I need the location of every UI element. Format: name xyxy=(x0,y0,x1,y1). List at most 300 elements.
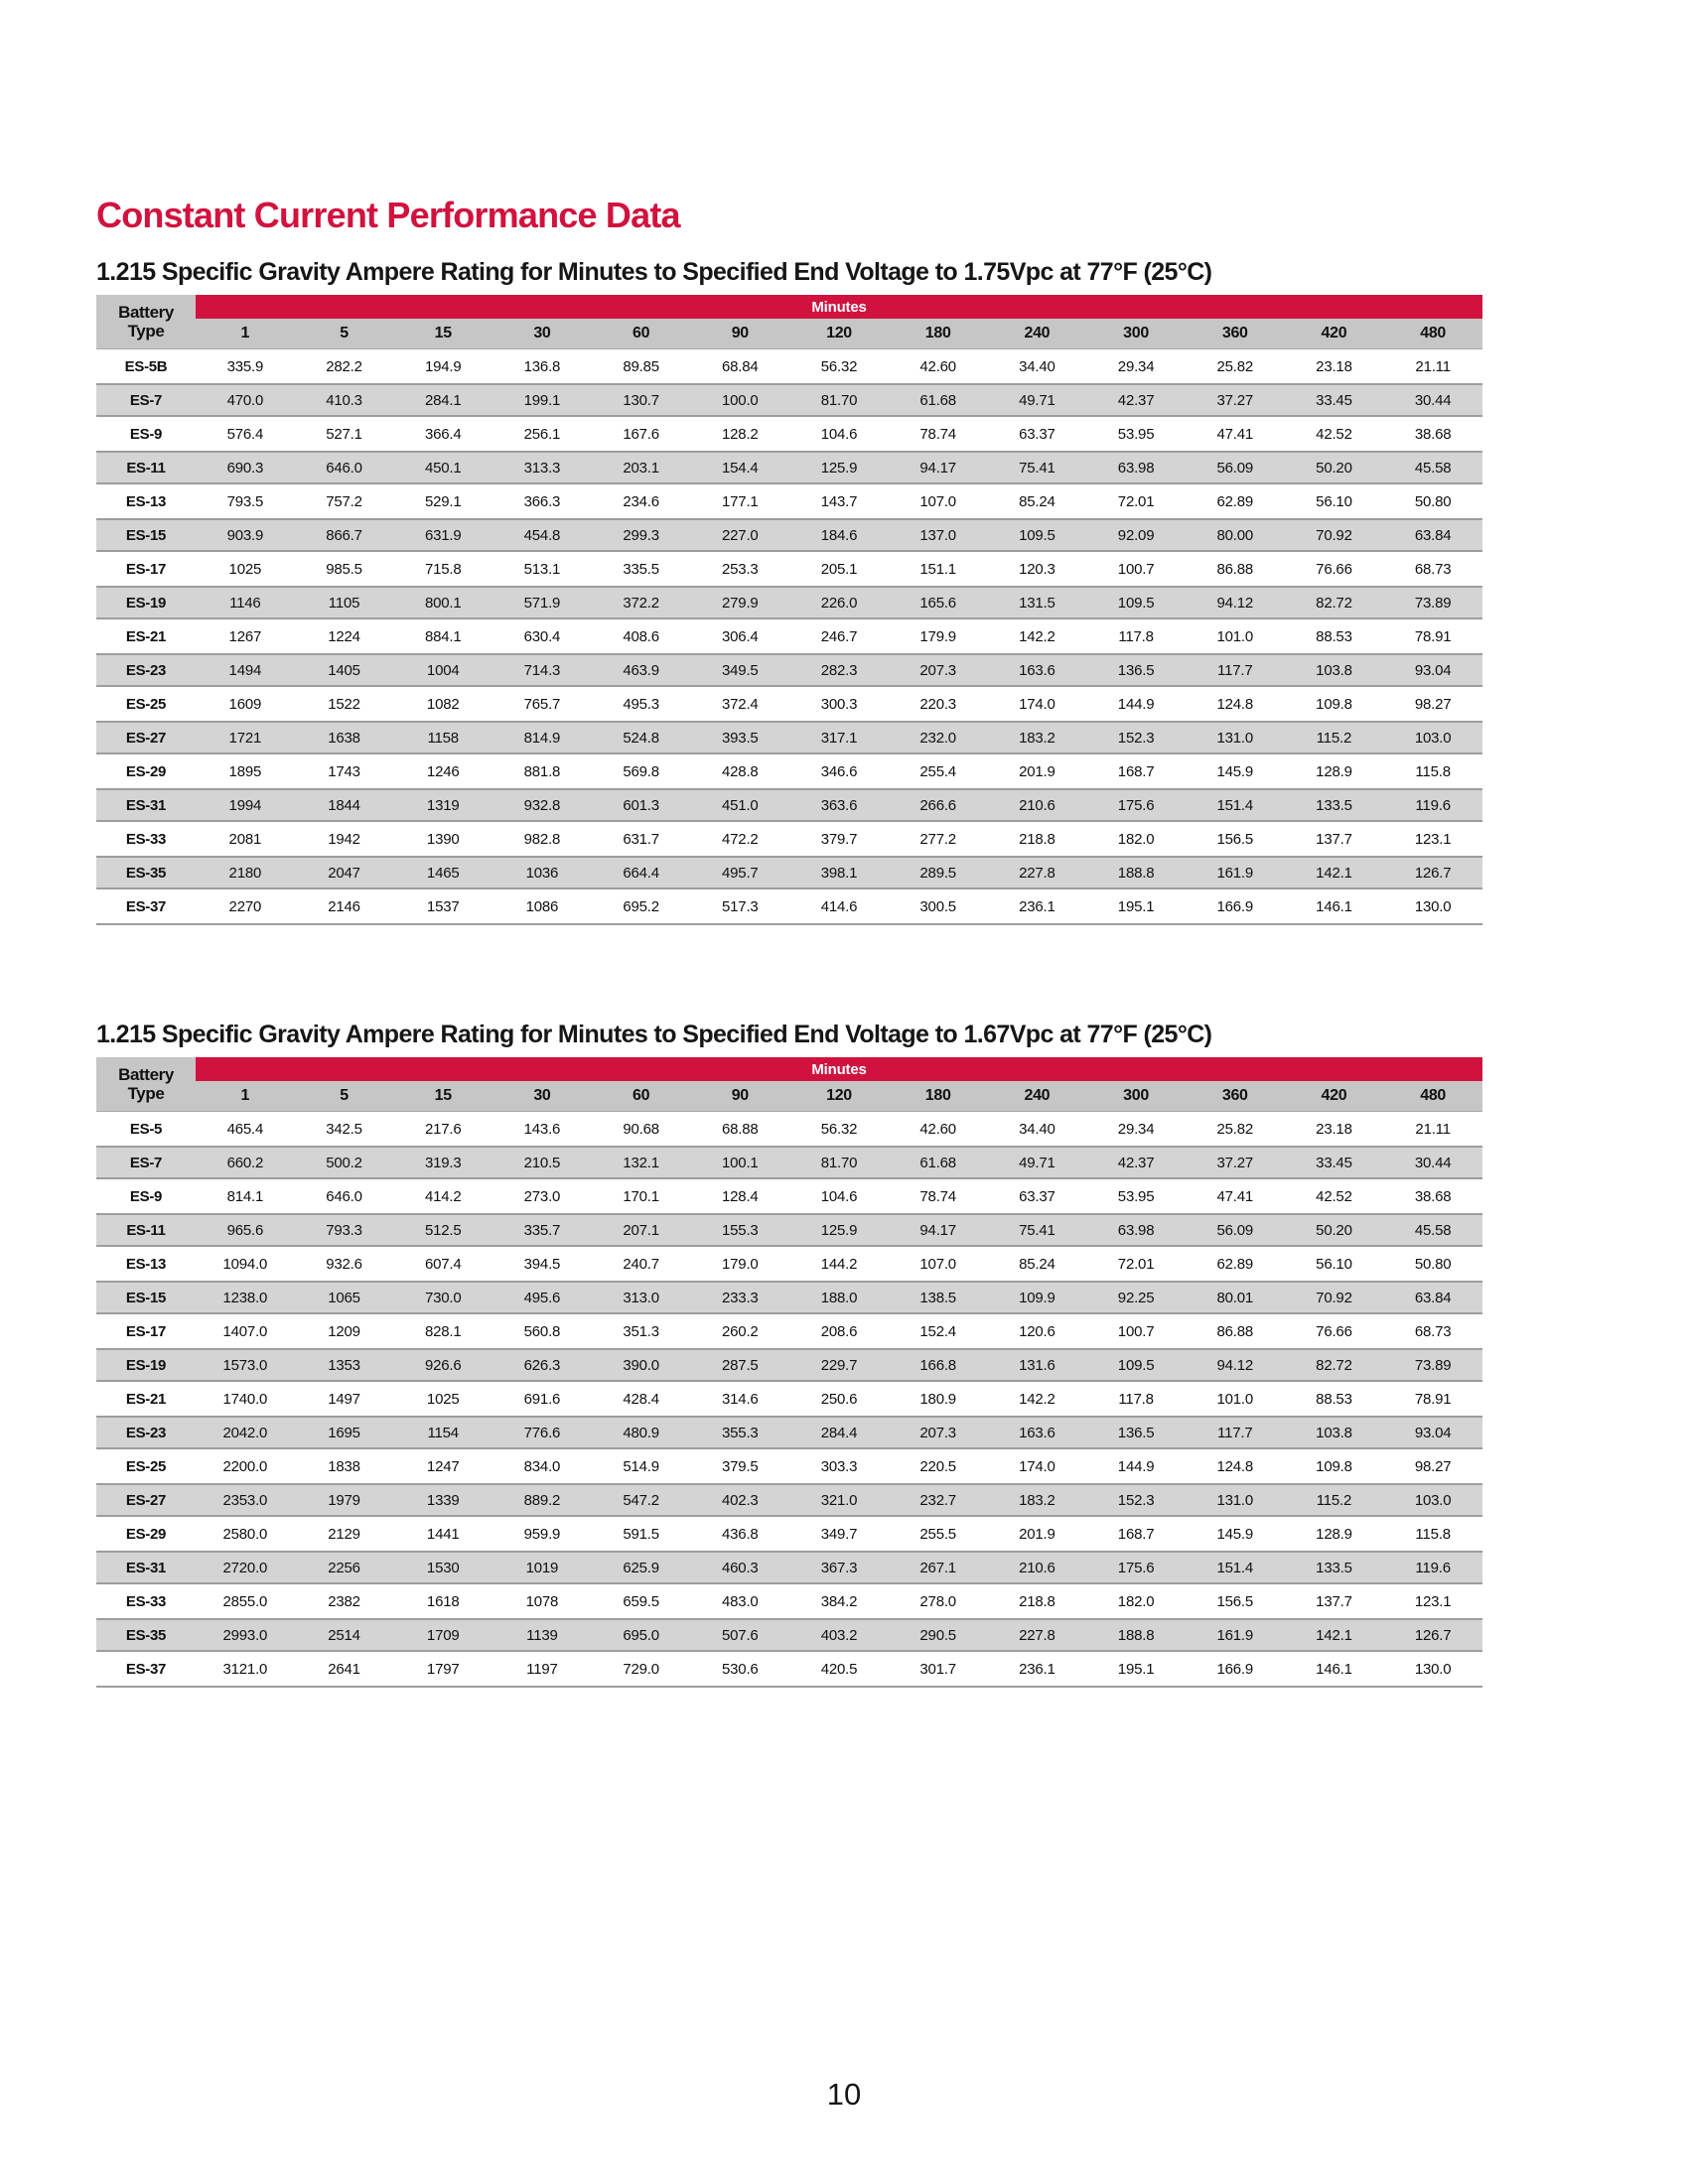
data-cell: 107.0 xyxy=(919,492,956,510)
data-cell: 1105 xyxy=(328,594,360,612)
data-cell: 146.1 xyxy=(1316,1660,1352,1678)
data-cell: 62.89 xyxy=(1216,1255,1254,1273)
row-label: ES-27 xyxy=(125,1491,167,1509)
data-cell: 303.3 xyxy=(820,1457,858,1475)
data-cell: 53.95 xyxy=(1117,1187,1155,1205)
data-cell: 436.8 xyxy=(722,1525,759,1543)
data-cell: 342.5 xyxy=(326,1120,362,1138)
table-row xyxy=(96,1449,1482,1483)
data-cell: 2641 xyxy=(328,1660,360,1678)
data-cell: 529.1 xyxy=(424,492,462,510)
data-cell: 2514 xyxy=(328,1626,360,1644)
data-cell: 393.5 xyxy=(722,729,759,747)
data-cell: 63.37 xyxy=(1019,1187,1055,1205)
data-cell: 1695 xyxy=(328,1424,360,1441)
data-cell: 45.58 xyxy=(1414,459,1452,477)
data-cell: 45.58 xyxy=(1414,1221,1452,1239)
data-cell: 730.0 xyxy=(424,1289,462,1306)
data-cell: 282.2 xyxy=(326,357,362,375)
data-cell: 451.0 xyxy=(722,796,759,814)
data-cell: 227.8 xyxy=(1019,1626,1055,1644)
data-cell: 161.9 xyxy=(1216,1626,1254,1644)
battery-header-line1: Battery xyxy=(118,303,174,322)
row-label: ES-9 xyxy=(129,425,163,443)
table-row xyxy=(96,1618,1482,1652)
table-row xyxy=(96,349,1482,383)
data-cell: 131.5 xyxy=(1019,594,1055,612)
data-cell: 1441 xyxy=(426,1525,460,1543)
data-cell: 89.85 xyxy=(623,357,659,375)
row-label: ES-35 xyxy=(125,864,167,882)
data-cell: 195.1 xyxy=(1117,1660,1155,1678)
data-cell: 130.0 xyxy=(1414,897,1452,915)
data-cell: 1094.0 xyxy=(222,1255,268,1273)
data-cell: 267.1 xyxy=(919,1559,956,1576)
data-cell: 470.0 xyxy=(226,391,264,409)
data-cell: 101.0 xyxy=(1216,627,1254,645)
data-cell: 1638 xyxy=(328,729,360,747)
data-cell: 146.1 xyxy=(1316,897,1352,915)
row-label: ES-23 xyxy=(125,661,167,679)
col-header: 240 xyxy=(1024,1087,1051,1104)
data-cell: 463.9 xyxy=(623,661,659,679)
data-cell: 1339 xyxy=(426,1491,460,1509)
row-label: ES-11 xyxy=(126,459,166,477)
table-row xyxy=(96,417,1482,451)
col-header: 300 xyxy=(1123,1087,1149,1104)
col-header: 360 xyxy=(1221,1087,1248,1104)
data-cell: 232.7 xyxy=(919,1491,956,1509)
row-label: ES-21 xyxy=(125,1390,167,1408)
row-label: ES-31 xyxy=(125,796,167,814)
data-cell: 143.7 xyxy=(820,492,858,510)
data-cell: 2256 xyxy=(328,1559,360,1576)
data-cell: 119.6 xyxy=(1415,1559,1451,1576)
battery-header-line2: Type xyxy=(127,1084,165,1103)
col-header: 480 xyxy=(1420,325,1447,341)
data-cell: 379.7 xyxy=(820,830,858,848)
data-cell: 695.0 xyxy=(623,1626,659,1644)
data-cell: 1019 xyxy=(525,1559,559,1576)
data-cell: 182.0 xyxy=(1117,830,1155,848)
data-cell: 82.72 xyxy=(1316,1356,1352,1374)
data-cell: 93.04 xyxy=(1414,661,1452,679)
minutes-header-area xyxy=(196,295,1482,348)
data-cell: 183.2 xyxy=(1019,1491,1055,1509)
row-label: ES-17 xyxy=(125,560,167,578)
table-row xyxy=(96,1382,1482,1416)
data-cell: 100.0 xyxy=(722,391,759,409)
data-cell: 144.2 xyxy=(820,1255,858,1273)
data-cell: 56.32 xyxy=(820,357,858,375)
row-label: ES-37 xyxy=(125,897,167,915)
table-row xyxy=(96,889,1482,923)
col-header: 120 xyxy=(826,325,852,341)
col-header: 1 xyxy=(240,325,250,341)
data-cell: 800.1 xyxy=(424,594,462,612)
data-cell: 142.1 xyxy=(1316,1626,1352,1644)
data-cell: 47.41 xyxy=(1216,425,1254,443)
data-cell: 321.0 xyxy=(820,1491,858,1509)
data-cell: 70.92 xyxy=(1316,1289,1352,1306)
data-cell: 104.6 xyxy=(820,1187,858,1205)
data-cell: 56.10 xyxy=(1316,492,1352,510)
data-cell: 86.88 xyxy=(1216,1322,1254,1340)
data-cell: 34.40 xyxy=(1019,357,1055,375)
data-cell: 814.1 xyxy=(226,1187,264,1205)
data-cell: 349.5 xyxy=(722,661,759,679)
data-cell: 507.6 xyxy=(722,1626,759,1644)
data-cell: 2129 xyxy=(328,1525,360,1543)
data-cell: 313.3 xyxy=(523,459,561,477)
data-cell: 120.6 xyxy=(1019,1322,1055,1340)
col-header: 360 xyxy=(1221,325,1248,341)
data-cell: 314.6 xyxy=(722,1390,759,1408)
data-cell: 34.40 xyxy=(1019,1120,1055,1138)
data-cell: 793.5 xyxy=(226,492,264,510)
data-cell: 104.6 xyxy=(820,425,858,443)
data-cell: 691.6 xyxy=(523,1390,561,1408)
table-row xyxy=(96,1314,1482,1348)
data-cell: 530.6 xyxy=(722,1660,759,1678)
table-header xyxy=(96,1057,1482,1112)
data-cell: 29.34 xyxy=(1117,1120,1155,1138)
data-cell: 630.4 xyxy=(523,627,561,645)
data-cell: 1844 xyxy=(328,796,360,814)
table-row xyxy=(96,1146,1482,1179)
battery-header-line2: Type xyxy=(127,322,165,341)
data-cell: 103.0 xyxy=(1414,729,1452,747)
table-row xyxy=(96,1179,1482,1213)
data-cell: 394.5 xyxy=(523,1255,561,1273)
data-cell: 63.37 xyxy=(1019,425,1055,443)
data-cell: 765.7 xyxy=(523,695,561,713)
data-cell: 81.70 xyxy=(820,391,858,409)
data-cell: 75.41 xyxy=(1019,1221,1055,1239)
data-cell: 42.52 xyxy=(1316,425,1352,443)
data-cell: 500.2 xyxy=(326,1154,362,1171)
data-cell: 355.3 xyxy=(722,1424,759,1441)
data-cell: 460.3 xyxy=(722,1559,759,1576)
data-cell: 37.27 xyxy=(1216,1154,1254,1171)
data-cell: 1086 xyxy=(525,897,559,915)
data-cell: 631.7 xyxy=(623,830,659,848)
row-label: ES-13 xyxy=(125,492,167,510)
table-row xyxy=(96,552,1482,586)
table-row xyxy=(96,1483,1482,1517)
data-cell: 115.8 xyxy=(1415,762,1451,780)
data-cell: 2042.0 xyxy=(222,1424,268,1441)
data-cell: 659.5 xyxy=(623,1592,659,1610)
data-cell: 50.80 xyxy=(1414,492,1452,510)
data-cell: 208.6 xyxy=(820,1322,858,1340)
row-label: ES-9 xyxy=(129,1187,163,1205)
data-cell: 85.24 xyxy=(1019,1255,1055,1273)
data-cell: 167.6 xyxy=(623,425,659,443)
col-header: 60 xyxy=(633,325,650,341)
data-cell: 884.1 xyxy=(424,627,462,645)
minutes-header-area xyxy=(196,1057,1482,1111)
data-cell: 932.8 xyxy=(523,796,561,814)
data-cell: 50.80 xyxy=(1414,1255,1452,1273)
data-cell: 23.18 xyxy=(1316,1120,1352,1138)
data-cell: 346.6 xyxy=(820,762,858,780)
data-cell: 180.9 xyxy=(919,1390,956,1408)
row-label: ES-5 xyxy=(129,1120,163,1138)
data-cell: 287.5 xyxy=(722,1356,759,1374)
table-section-175vpc xyxy=(96,258,1484,925)
data-cell: 414.6 xyxy=(820,897,858,915)
data-cell: 100.7 xyxy=(1117,1322,1155,1340)
data-cell: 472.2 xyxy=(722,830,759,848)
data-cell: 313.0 xyxy=(623,1289,659,1306)
data-cell: 88.53 xyxy=(1316,627,1352,645)
data-cell: 300.3 xyxy=(820,695,858,713)
col-header: 1 xyxy=(240,1087,250,1104)
data-cell: 94.12 xyxy=(1216,594,1254,612)
data-cell: 130.0 xyxy=(1414,1660,1452,1678)
data-cell: 25.82 xyxy=(1216,1120,1254,1138)
data-cell: 73.89 xyxy=(1414,1356,1452,1374)
col-header: 180 xyxy=(924,1087,951,1104)
data-cell: 428.8 xyxy=(722,762,759,780)
table-row xyxy=(96,687,1482,721)
col-header: 5 xyxy=(340,1087,349,1104)
data-cell: 1740.0 xyxy=(222,1390,268,1408)
data-cell: 2353.0 xyxy=(222,1491,268,1509)
data-cell: 1197 xyxy=(526,1660,558,1678)
col-header: 5 xyxy=(340,325,349,341)
row-label: ES-5B xyxy=(124,357,168,375)
data-cell: 205.1 xyxy=(820,560,858,578)
data-cell: 236.1 xyxy=(1019,897,1055,915)
data-cell: 889.2 xyxy=(523,1491,561,1509)
data-cell: 42.37 xyxy=(1117,391,1155,409)
data-cell: 1082 xyxy=(426,695,460,713)
data-cell: 1942 xyxy=(328,830,360,848)
table-row xyxy=(96,653,1482,687)
data-cell: 428.4 xyxy=(623,1390,659,1408)
data-cell: 145.9 xyxy=(1216,1525,1254,1543)
table-row xyxy=(96,1112,1482,1146)
data-cell: 1139 xyxy=(526,1626,558,1644)
data-cell: 1224 xyxy=(328,627,360,645)
table-row xyxy=(96,721,1482,754)
data-cell: 1390 xyxy=(426,830,460,848)
col-header: 420 xyxy=(1321,325,1347,341)
data-cell: 729.0 xyxy=(623,1660,659,1678)
performance-table xyxy=(96,1057,1482,1688)
data-cell: 260.2 xyxy=(722,1322,759,1340)
data-cell: 29.34 xyxy=(1117,357,1155,375)
data-cell: 279.9 xyxy=(722,594,759,612)
data-cell: 210.6 xyxy=(1019,1559,1055,1576)
data-cell: 1895 xyxy=(228,762,262,780)
data-cell: 1522 xyxy=(328,695,360,713)
data-cell: 220.3 xyxy=(919,695,956,713)
data-cell: 379.5 xyxy=(722,1457,759,1475)
data-cell: 81.70 xyxy=(820,1154,858,1171)
data-cell: 133.5 xyxy=(1316,1559,1352,1576)
data-cell: 1743 xyxy=(328,762,360,780)
data-cell: 156.5 xyxy=(1216,830,1254,848)
data-cell: 207.3 xyxy=(919,1424,956,1441)
data-cell: 144.9 xyxy=(1117,1457,1155,1475)
data-cell: 90.68 xyxy=(623,1120,659,1138)
data-cell: 120.3 xyxy=(1019,560,1055,578)
data-cell: 2993.0 xyxy=(222,1626,268,1644)
data-cell: 75.41 xyxy=(1019,459,1055,477)
data-cell: 1797 xyxy=(426,1660,460,1678)
data-cell: 126.7 xyxy=(1414,1626,1452,1644)
data-cell: 714.3 xyxy=(523,661,561,679)
data-cell: 757.2 xyxy=(326,492,362,510)
table-header xyxy=(96,295,1482,349)
table-row xyxy=(96,586,1482,619)
data-cell: 233.3 xyxy=(722,1289,759,1306)
data-cell: 866.7 xyxy=(326,526,362,544)
data-cell: 465.4 xyxy=(226,1120,264,1138)
col-header: 60 xyxy=(633,1087,650,1104)
data-cell: 626.3 xyxy=(523,1356,561,1374)
data-cell: 256.1 xyxy=(523,425,561,443)
data-cell: 828.1 xyxy=(424,1322,462,1340)
data-cell: 1267 xyxy=(228,627,262,645)
data-cell: 631.9 xyxy=(424,526,462,544)
table-row xyxy=(96,619,1482,653)
data-cell: 115.2 xyxy=(1316,729,1352,747)
data-cell: 30.44 xyxy=(1414,391,1452,409)
data-cell: 70.92 xyxy=(1316,526,1352,544)
data-cell: 94.17 xyxy=(919,1221,956,1239)
data-cell: 182.0 xyxy=(1117,1592,1155,1610)
data-cell: 450.1 xyxy=(424,459,462,477)
table-row xyxy=(96,1416,1482,1449)
data-cell: 495.7 xyxy=(722,864,759,882)
data-cell: 2047 xyxy=(328,864,360,882)
data-cell: 250.6 xyxy=(820,1390,858,1408)
data-cell: 1158 xyxy=(427,729,459,747)
row-label: ES-31 xyxy=(125,1559,167,1576)
table-body xyxy=(96,1112,1482,1688)
data-cell: 128.9 xyxy=(1316,762,1352,780)
data-cell: 408.6 xyxy=(623,627,659,645)
data-cell: 207.3 xyxy=(919,661,956,679)
data-cell: 2580.0 xyxy=(222,1525,268,1543)
data-cell: 660.2 xyxy=(226,1154,264,1171)
data-cell: 965.6 xyxy=(226,1221,264,1239)
data-cell: 218.8 xyxy=(1019,830,1055,848)
data-cell: 278.0 xyxy=(919,1592,956,1610)
data-cell: 68.73 xyxy=(1414,1322,1452,1340)
data-cell: 42.60 xyxy=(919,1120,956,1138)
data-cell: 194.9 xyxy=(424,357,462,375)
row-label: ES-19 xyxy=(125,594,167,612)
data-cell: 932.6 xyxy=(326,1255,362,1273)
data-cell: 402.3 xyxy=(722,1491,759,1509)
data-cell: 1530 xyxy=(426,1559,460,1576)
data-cell: 569.8 xyxy=(623,762,659,780)
data-cell: 366.4 xyxy=(424,425,462,443)
data-cell: 199.1 xyxy=(523,391,561,409)
data-cell: 266.6 xyxy=(919,796,956,814)
table-row xyxy=(96,383,1482,417)
data-cell: 646.0 xyxy=(326,1187,362,1205)
data-cell: 982.8 xyxy=(523,830,561,848)
data-cell: 76.66 xyxy=(1316,1322,1352,1340)
data-cell: 109.8 xyxy=(1316,695,1352,713)
data-cell: 21.11 xyxy=(1415,357,1451,375)
data-cell: 125.9 xyxy=(820,459,858,477)
data-cell: 236.1 xyxy=(1019,1660,1055,1678)
data-cell: 61.68 xyxy=(919,1154,956,1171)
data-cell: 255.4 xyxy=(919,762,956,780)
col-header: 15 xyxy=(434,1087,452,1104)
data-cell: 33.45 xyxy=(1316,391,1352,409)
page-title: Constant Current Performance Data xyxy=(96,195,680,235)
data-cell: 123.1 xyxy=(1414,1592,1452,1610)
data-cell: 49.71 xyxy=(1019,391,1055,409)
data-cell: 1036 xyxy=(525,864,559,882)
data-cell: 50.20 xyxy=(1316,459,1352,477)
data-cell: 163.6 xyxy=(1019,1424,1055,1441)
data-cell: 2180 xyxy=(228,864,262,882)
data-cell: 483.0 xyxy=(722,1592,759,1610)
table-row xyxy=(96,788,1482,822)
battery-type-header xyxy=(96,1057,196,1111)
data-cell: 2146 xyxy=(328,897,360,915)
data-cell: 175.6 xyxy=(1117,796,1155,814)
data-cell: 547.2 xyxy=(623,1491,659,1509)
data-cell: 142.2 xyxy=(1019,1390,1055,1408)
data-cell: 119.6 xyxy=(1415,796,1451,814)
data-cell: 72.01 xyxy=(1117,1255,1155,1273)
data-cell: 98.27 xyxy=(1414,695,1452,713)
data-cell: 63.98 xyxy=(1117,1221,1155,1239)
data-cell: 151.4 xyxy=(1216,796,1254,814)
row-label: ES-29 xyxy=(125,762,167,780)
data-cell: 117.8 xyxy=(1118,1390,1154,1408)
data-cell: 282.3 xyxy=(820,661,858,679)
data-cell: 220.5 xyxy=(919,1457,956,1475)
data-cell: 188.0 xyxy=(820,1289,858,1306)
data-cell: 1537 xyxy=(426,897,460,915)
data-cell: 390.0 xyxy=(623,1356,659,1374)
data-cell: 240.7 xyxy=(623,1255,659,1273)
minutes-columns xyxy=(196,1081,1482,1111)
data-cell: 138.5 xyxy=(919,1289,956,1306)
data-cell: 107.0 xyxy=(919,1255,956,1273)
data-cell: 203.1 xyxy=(623,459,659,477)
data-cell: 959.9 xyxy=(523,1525,561,1543)
data-cell: 38.68 xyxy=(1414,1187,1452,1205)
data-cell: 128.2 xyxy=(722,425,759,443)
data-cell: 277.2 xyxy=(919,830,956,848)
page-content xyxy=(96,195,1484,1688)
data-cell: 128.4 xyxy=(722,1187,759,1205)
data-cell: 151.4 xyxy=(1216,1559,1254,1576)
data-cell: 68.88 xyxy=(722,1120,759,1138)
data-cell: 372.4 xyxy=(722,695,759,713)
data-cell: 42.37 xyxy=(1117,1154,1155,1171)
data-cell: 814.9 xyxy=(523,729,561,747)
data-cell: 78.91 xyxy=(1414,1390,1452,1408)
data-cell: 25.82 xyxy=(1216,357,1254,375)
data-cell: 21.11 xyxy=(1415,1120,1451,1138)
data-cell: 560.8 xyxy=(523,1322,561,1340)
data-cell: 2855.0 xyxy=(222,1592,268,1610)
data-cell: 601.3 xyxy=(623,796,659,814)
